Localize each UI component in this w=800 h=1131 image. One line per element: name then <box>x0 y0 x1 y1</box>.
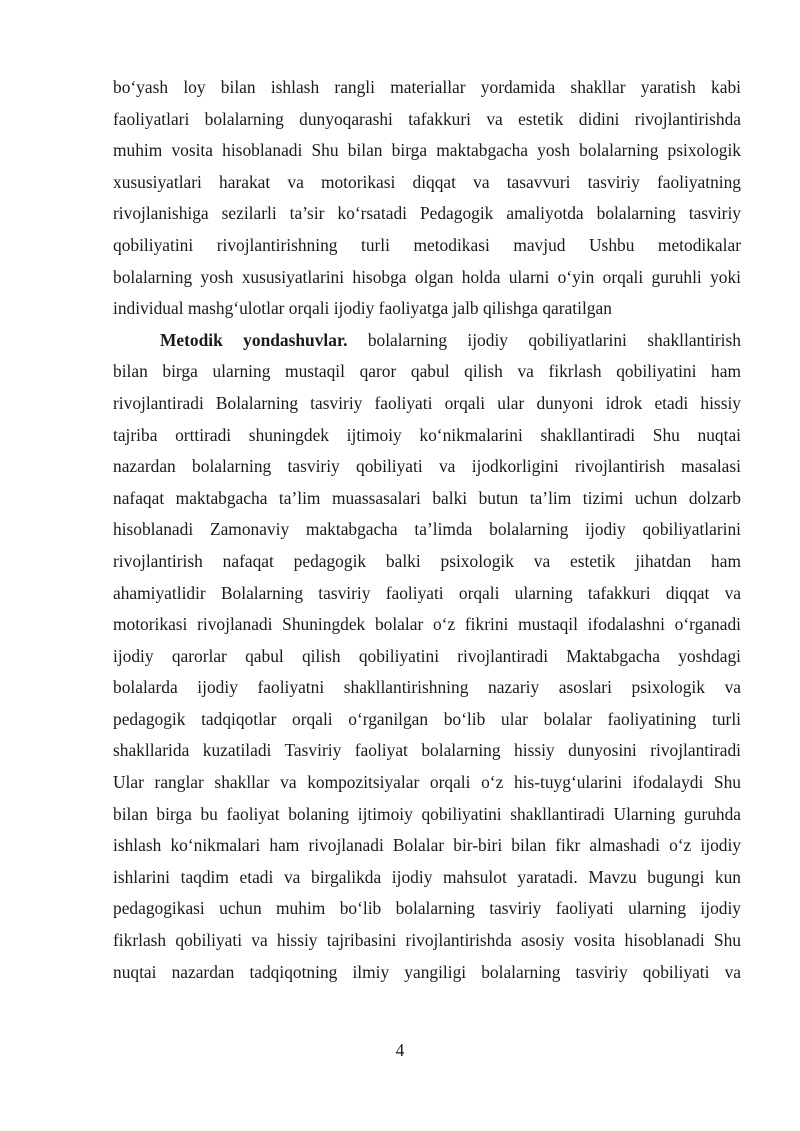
text-line: rivojlantiradi Bolalarning tasviriy faoliyati orqali ular dunyoni idrok etadi hissiy <box>113 392 741 413</box>
heading-line <box>113 325 741 357</box>
text-line: Ular ranglar shakllar va kompozitsiyalar orqali o‘z his-tuyg‘ularini ifodalaydi Shu <box>113 772 741 793</box>
text-line: ishlarini taqdim etadi va birgalikda ijodiy mahsulot yaratadi. Mavzu bugungi kun <box>113 866 741 887</box>
text-line: ijodiy qarorlar qabul qilish qobiliyatini rivojlantiradi Maktabgacha yoshdagi <box>113 645 741 666</box>
text-line: shakllarida kuzatiladi Tasviriy faoliyat bolalarning hissiy dunyosini rivojlantiradi <box>113 740 741 761</box>
text-line: bolalarda ijodiy faoliyatni shakllantirishning nazariy asoslari psixologik va <box>113 677 741 698</box>
text-line: faoliyatlari bolalarning dunyoqarashi tafakkuri va estetik didini rivojlantirishda <box>113 108 741 129</box>
text-line: fikrlash qobiliyati va hissiy tajribasini rivojlantirishda asosiy vosita hisoblanadi Shu <box>113 930 741 951</box>
text-line: xususiyatlari harakat va motorikasi diqqat va tasavvuri tasviriy faoliyatning <box>113 171 741 192</box>
text-line: rivojlantirish nafaqat pedagogik balki psixologik va estetik jihatdan ham <box>113 550 741 571</box>
text-line: bilan birga bu faoliyat bolaning ijtimoiy qobiliyatini shakllantiradi Ularning guruhda <box>113 803 741 824</box>
text-line: hisoblanadi Zamonaviy maktabgacha ta’limda bolalarning ijodiy qobiliyatlarini <box>113 519 741 540</box>
text-line: ishlash ko‘nikmalari ham rivojlanadi Bolalar bir-biri bilan fikr almashadi o‘z ijodiy <box>113 835 741 856</box>
text-line: pedagogikasi uchun muhim bo‘lib bolalarning tasviriy faoliyati ularning ijodiy <box>113 898 741 919</box>
text-line: bo‘yash loy bilan ishlash rangli materiallar yordamida shakllar yaratish kabi <box>113 77 741 97</box>
heading-line-text: bolalarning ijodiy qobiliyatlarini shakllantirish <box>367 329 741 350</box>
text-line: ahamiyatlidir Bolalarning tasviriy faoliyati orqali ularning tafakkuri diqqat va <box>113 582 741 603</box>
section-heading: Metodik yondashuvlar. <box>160 329 348 350</box>
text-line: muhim vosita hisoblanadi Shu bilan birga maktabgacha yosh bolalarning psixologik <box>113 140 741 161</box>
paragraph-1 <box>113 72 741 325</box>
paragraph-2 <box>113 325 741 988</box>
document-body <box>113 72 741 988</box>
text-line: qobiliyatini rivojlantirishning turli metodikasi mavjud Ushbu metodikalar <box>113 234 741 255</box>
text-line: pedagogik tadqiqotlar orqali o‘rganilgan bo‘lib ular bolalar faoliyatining turli <box>113 708 741 729</box>
text-line: nuqtai nazardan tadqiqotning ilmiy yangiligi bolalarning tasviriy qobiliyati va <box>113 961 741 982</box>
text-line: bilan birga ularning mustaqil qaror qabul qilish va fikrlash qobiliyatini ham <box>113 361 741 382</box>
text-line: rivojlanishiga sezilarli ta’sir ko‘rsatadi Pedagogik amaliyotda bolalarning tasviriy <box>113 203 741 224</box>
text-line: motorikasi rivojlanadi Shuningdek bolalar o‘z fikrini mustaqil ifodalashni o‘rganadi <box>113 614 741 635</box>
text-line: tajriba orttiradi shuningdek ijtimoiy ko‘nikmalarini shakllantiradi Shu nuqtai <box>113 424 741 445</box>
text-line: nafaqat maktabgacha ta’lim muassasalari balki butun ta’lim tizimi uchun dolzarb <box>113 487 741 508</box>
text-line: bolalarning yosh xususiyatlarini hisobga olgan holda ularni o‘yin orqali guruhli yoki <box>113 266 741 287</box>
text-line: individual mashg‘ulotlar orqali ijodiy faoliyatga jalb qilishga qaratilgan <box>113 298 612 319</box>
text-line: nazardan bolalarning tasviriy qobiliyati va ijodkorligini rivojlantirish masalasi <box>113 456 741 477</box>
page-number: 4 <box>395 1040 405 1060</box>
